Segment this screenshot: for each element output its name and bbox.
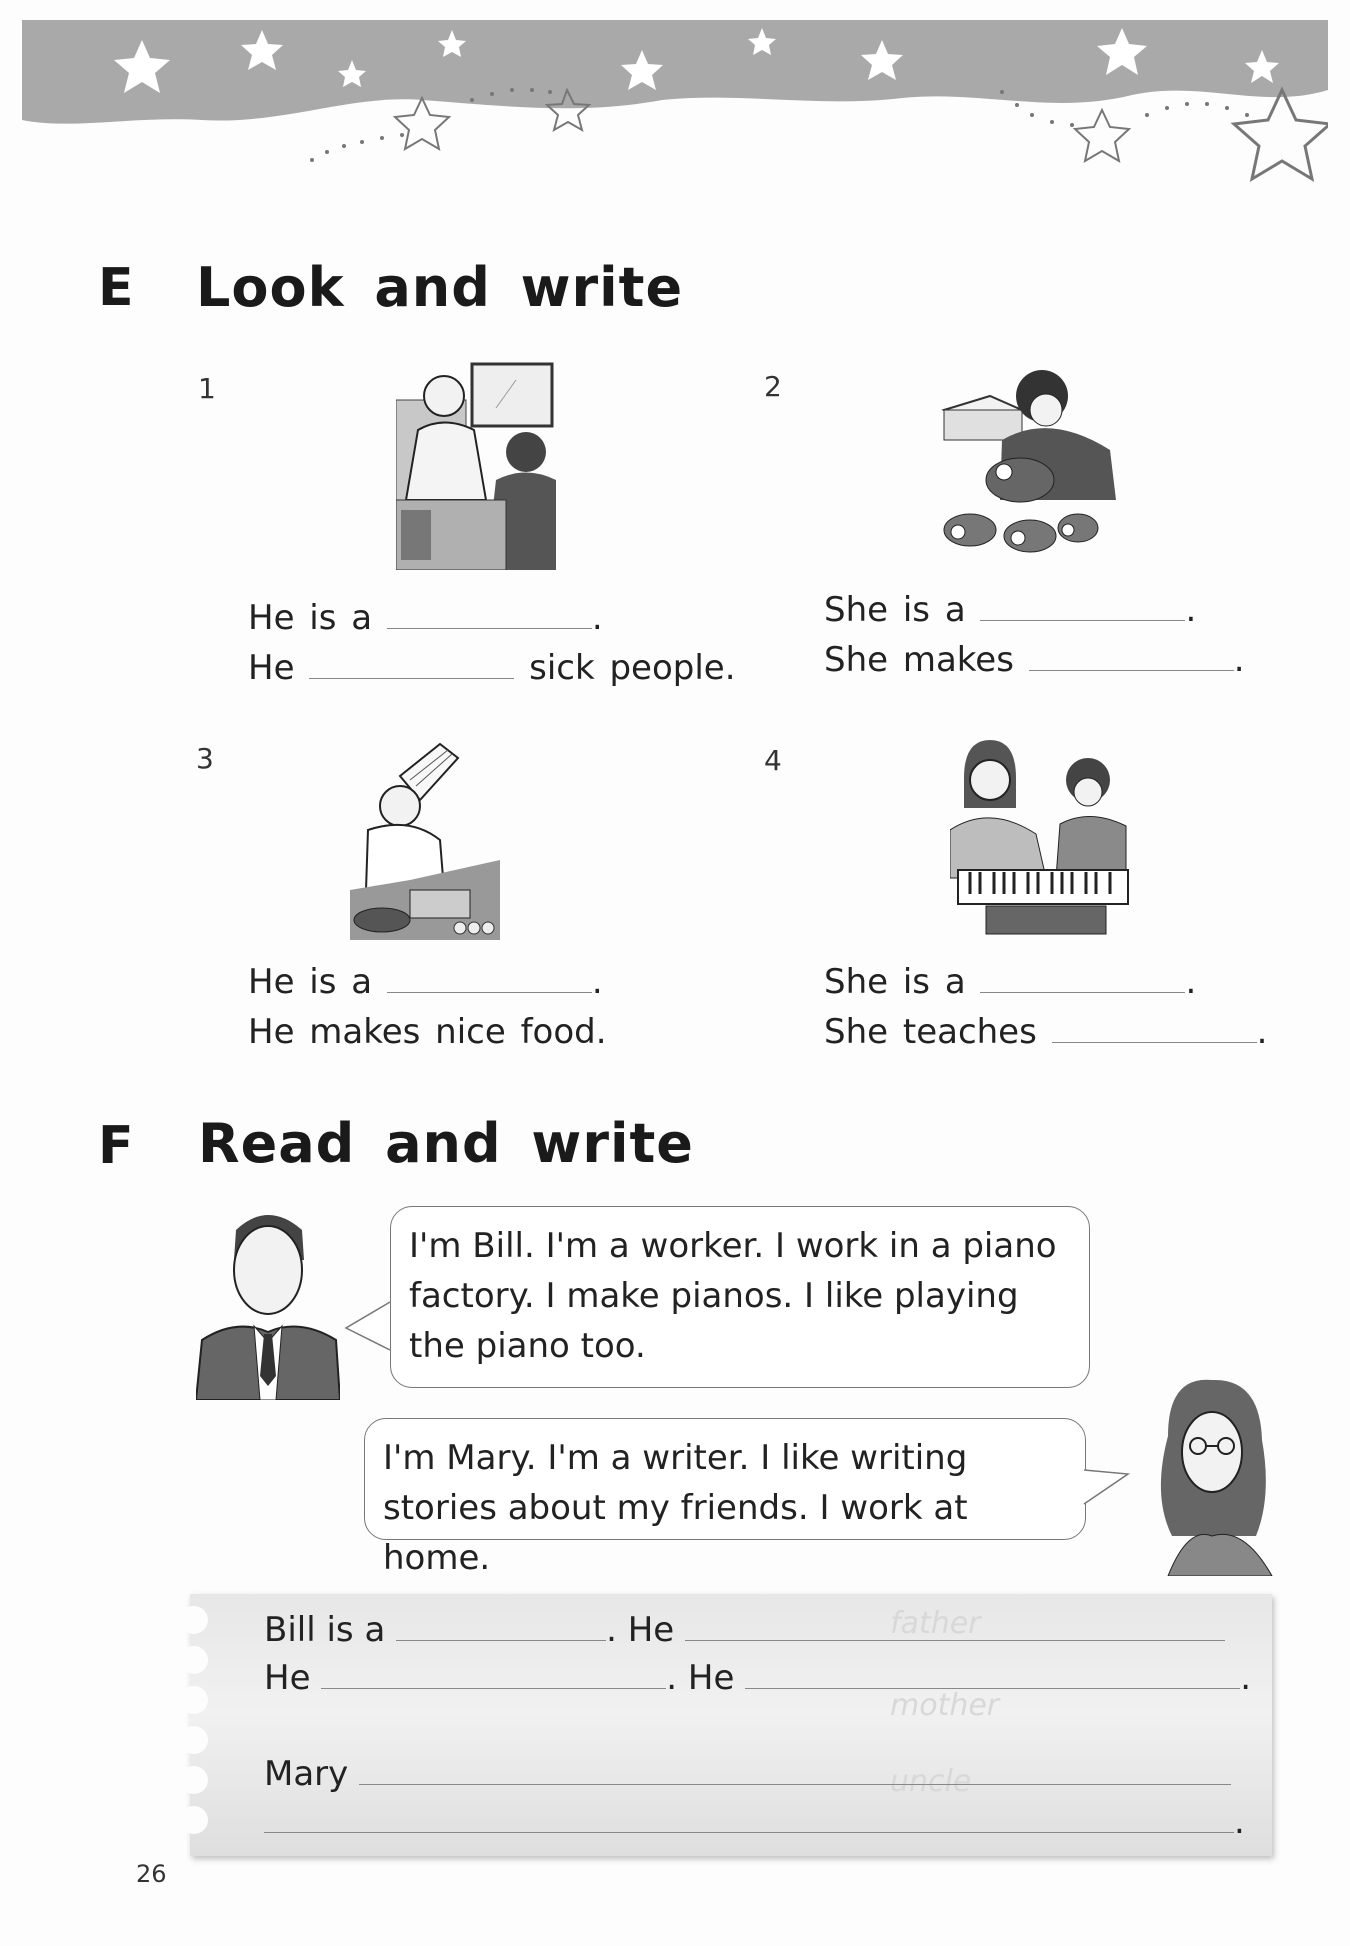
- item1-line2-prefix: He: [248, 648, 295, 688]
- item-number: 2: [764, 370, 782, 403]
- item3-line2: He makes nice food.: [248, 1012, 607, 1052]
- chef-illustration: [350, 740, 500, 940]
- item2-line2-prefix: She makes: [824, 640, 1014, 680]
- row4-end: .: [1234, 1802, 1245, 1842]
- answer-blank[interactable]: [264, 1806, 1234, 1833]
- answer-blank[interactable]: [396, 1614, 606, 1641]
- item-number: 4: [764, 744, 782, 777]
- answer-blank[interactable]: [980, 594, 1185, 621]
- toy-maker-illustration: [940, 360, 1120, 560]
- item4-line2-prefix: She teaches: [824, 1012, 1037, 1052]
- section-f-letter: F: [98, 1116, 134, 1176]
- answer-blank[interactable]: [685, 1614, 1225, 1641]
- answer-blank[interactable]: [1052, 1016, 1257, 1043]
- item-number: 3: [196, 742, 214, 775]
- item3-line1-end: .: [591, 962, 603, 1002]
- item1-line2-suffix: sick people.: [529, 648, 736, 688]
- answer-blank[interactable]: [321, 1662, 666, 1689]
- section-e-letter: E: [98, 258, 134, 318]
- star-banner: [22, 20, 1328, 190]
- row2-prefix: He: [264, 1658, 311, 1698]
- row1-mid: . He: [606, 1610, 675, 1650]
- item-number: 1: [198, 372, 216, 405]
- item4-line2-end: .: [1256, 1012, 1268, 1052]
- mary-portrait: [1148, 1376, 1278, 1576]
- bill-speech-bubble: I'm Bill. I'm a worker. I work in a piano factory. I make pianos. I like playing the piano too.: [390, 1206, 1090, 1388]
- item2-line1-prefix: She is a: [824, 590, 966, 630]
- item4-line1-end: .: [1185, 962, 1197, 1002]
- item3-line1-prefix: He is a: [248, 962, 373, 1002]
- item2-line1-end: .: [1185, 590, 1197, 630]
- item2-line2-end: .: [1233, 640, 1245, 680]
- answer-blank[interactable]: [309, 652, 514, 679]
- answer-blank[interactable]: [1029, 644, 1234, 671]
- answer-blank[interactable]: [980, 966, 1185, 993]
- row2-mid: . He: [666, 1658, 735, 1698]
- answer-blank[interactable]: [387, 966, 592, 993]
- item1-line1-end: .: [591, 598, 603, 638]
- answer-blank[interactable]: [745, 1662, 1240, 1689]
- faint-word: mother: [890, 1688, 1000, 1723]
- doctor-illustration: [396, 360, 556, 570]
- answer-blank[interactable]: [387, 602, 592, 629]
- mary-speech-bubble: I'm Mary. I'm a writer. I like writing stories about my friends. I work at home.: [364, 1418, 1086, 1540]
- page-number: 26: [136, 1860, 167, 1888]
- mary-bubble-tail: [1082, 1464, 1132, 1514]
- bill-bubble-tail: [344, 1300, 394, 1360]
- row3-prefix: Mary: [264, 1754, 349, 1794]
- row1-prefix: Bill is a: [264, 1610, 386, 1650]
- section-e-title: Look and write: [196, 256, 684, 319]
- item4-line1-prefix: She is a: [824, 962, 966, 1002]
- answer-blank[interactable]: [359, 1758, 1231, 1785]
- note-torn-edge: [186, 1594, 226, 1856]
- bill-portrait: [196, 1200, 340, 1400]
- piano-teacher-illustration: [950, 738, 1130, 938]
- faint-word: uncle: [890, 1764, 972, 1799]
- section-f-title: Read and write: [198, 1112, 694, 1175]
- row2-end: .: [1240, 1658, 1252, 1698]
- faint-word: father: [890, 1606, 981, 1641]
- item1-line1-prefix: He is a: [248, 598, 373, 638]
